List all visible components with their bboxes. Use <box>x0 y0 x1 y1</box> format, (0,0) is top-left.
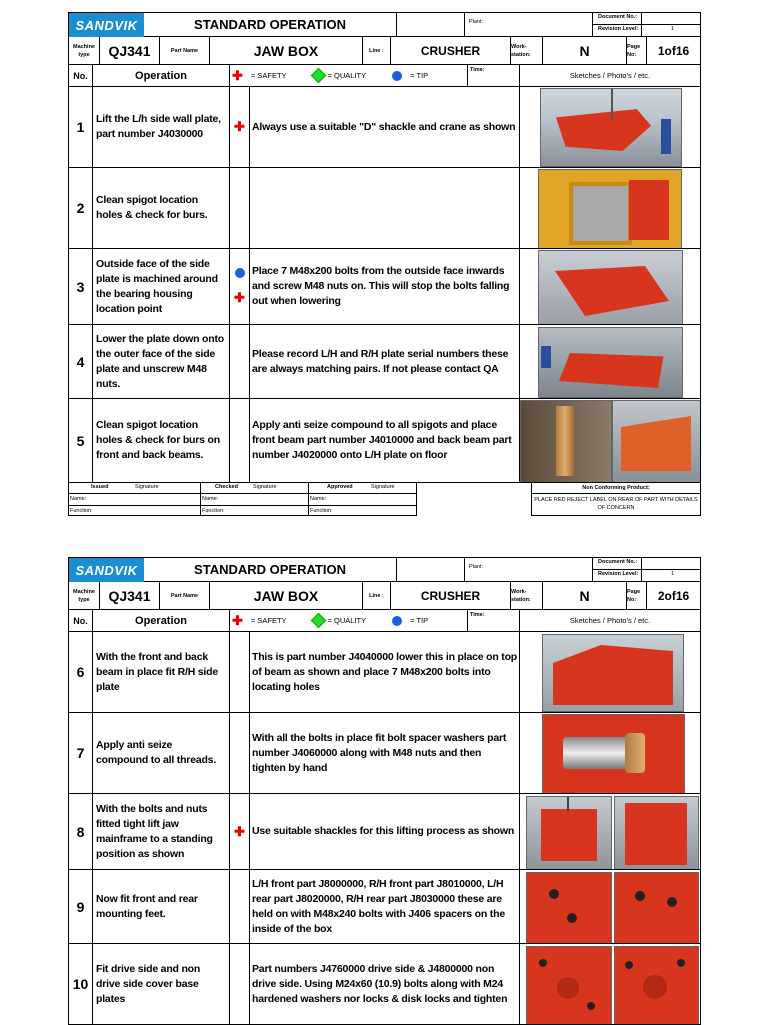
step-number: 3 <box>69 249 93 325</box>
step-symbols <box>230 713 250 794</box>
step-photo-cell <box>520 632 701 713</box>
machine-type-label: Machine type <box>69 582 100 610</box>
safety-icon: ✚ <box>234 289 245 305</box>
revision-label: Revision Level: <box>598 26 639 32</box>
signature-label: Signature <box>371 484 395 490</box>
machine-type: QJ341 <box>100 37 160 65</box>
step-number: 4 <box>69 325 93 399</box>
part-name-label: Part Name <box>160 582 210 610</box>
rear-mounting-foot-photo <box>614 872 699 944</box>
sandvik-logo: SANDVIK <box>69 558 144 582</box>
blank-cell <box>397 13 465 37</box>
safety-icon: ✚ <box>232 612 243 628</box>
step-operation: Outside face of the side plate is machined around the bearing housing location point <box>93 249 230 325</box>
name-label: Name: <box>201 494 308 506</box>
no-column-header: No. <box>69 610 93 632</box>
workstation-label: Work-station: <box>511 582 543 610</box>
step-photo-cell <box>520 325 701 399</box>
step-row <box>69 87 701 168</box>
step-photo-cell <box>520 944 701 1025</box>
sketches-column-header: Sketches / Photo's / etc. <box>520 65 701 87</box>
step-photo-cell <box>520 713 701 794</box>
sketches-column-header: Sketches / Photo's / etc. <box>520 610 701 632</box>
approved-block <box>309 483 417 516</box>
workstation-value: N <box>543 37 627 65</box>
safety-icon: ✚ <box>234 119 245 134</box>
signature-label: Signature <box>253 484 277 490</box>
step-note: Use suitable shackles for this lifting process as shown <box>250 794 520 870</box>
step-note: Please record L/H and R/H plate serial numbers these are always matching pairs. If not please contact QA <box>250 325 520 399</box>
name-label: Name: <box>69 494 200 506</box>
sop-sheet-2 <box>68 557 701 1025</box>
rh-side-plate-photo <box>542 634 684 712</box>
step-note: Always use a suitable "D" shackle and crane as shown <box>250 87 520 168</box>
step-row <box>69 168 701 249</box>
side-wall-plate-photo <box>540 88 682 167</box>
function-label: Function: <box>70 508 93 514</box>
step-note: This is part number J4040000 lower this in place on top of beam as shown and place 7 M48x200 bolts into locating holes <box>250 632 520 713</box>
plant-label: Plant: <box>469 19 484 25</box>
quality-icon <box>310 68 326 84</box>
step-symbols <box>230 632 250 713</box>
step-photo-cell <box>520 87 701 168</box>
issued-label: Issued <box>91 484 109 490</box>
step-symbols <box>230 794 250 870</box>
step-photo-cell <box>520 794 701 870</box>
sandvik-logo: SANDVIK <box>69 13 144 37</box>
step-number: 8 <box>69 794 93 870</box>
step-row <box>69 713 701 794</box>
anti-seize-spigot-photo <box>520 400 612 483</box>
step-note: Place 7 M48x200 bolts from the outside face inwards and screw M48 nuts on. This will stop the bolts falling out when lowering <box>250 249 520 325</box>
plate-lowered-photo <box>538 327 683 398</box>
line-label: Line : <box>363 582 391 610</box>
header-row <box>69 558 701 582</box>
step-row <box>69 632 701 713</box>
machine-type-label: Machine type <box>69 37 100 65</box>
step-symbols <box>230 168 250 249</box>
issued-block <box>69 483 201 516</box>
step-operation: Lift the L/h side wall plate, part number J4030000 <box>93 87 230 168</box>
doc-meta <box>593 13 701 37</box>
quality-legend-label: = QUALITY <box>327 71 367 80</box>
step-note: With all the bolts in place fit bolt spacer washers part number J4060000 along with M48 nuts and then tighten by hand <box>250 713 520 794</box>
doc-meta <box>593 558 701 582</box>
revision-label: Revision Level: <box>598 571 639 577</box>
function-label: Function: <box>310 508 333 514</box>
ncp-block <box>532 483 701 516</box>
function-label: Function: <box>202 508 225 514</box>
step-note: Apply anti seize compound to all spigots and place front beam part number J4010000 and back beam part number J4020000 onto L/H plate on floor <box>250 399 520 483</box>
header-row-2 <box>69 582 701 610</box>
step-row <box>69 249 701 325</box>
quality-icon <box>310 613 326 629</box>
header-row <box>69 13 701 37</box>
step-operation: Clean spigot location holes & check for burs on front and back beams. <box>93 399 230 483</box>
column-header-row <box>69 610 701 632</box>
page-label: Page No: <box>627 582 647 610</box>
part-name: JAW BOX <box>210 37 363 65</box>
safety-legend-label: = SAFETY <box>250 71 287 80</box>
step-symbols <box>230 87 250 168</box>
step-note: Part numbers J4760000 drive side & J4800000 non drive side. Using M24x60 (10.9) bolts along with M24 hardened washers nor locks & disk locks and tighten <box>250 944 520 1025</box>
tip-icon <box>235 268 245 278</box>
step-row <box>69 944 701 1025</box>
step-row <box>69 399 701 483</box>
tip-icon <box>392 71 402 81</box>
step-symbols <box>230 944 250 1025</box>
page-label: Page No: <box>627 37 647 65</box>
step-operation: Apply anti seize compound to all threads. <box>93 713 230 794</box>
step-note: L/H front part J8000000, R/H front part J8010000, L/H rear part J8020000, R/H rear part J8030000 these are held on with M48x240 bolts with J406 spacers on the inside of the box <box>250 870 520 944</box>
line-label: Line : <box>363 37 391 65</box>
ncp-text: PLACE RED REJECT LABEL ON REAR OF PART WITH DETAILS OF CONCERN <box>534 497 698 511</box>
machine-type: QJ341 <box>100 582 160 610</box>
standing-mainframe-photo <box>614 796 699 870</box>
line-value: CRUSHER <box>391 37 511 65</box>
tip-legend-label: = TIP <box>410 616 429 625</box>
step-number: 10 <box>69 944 93 1025</box>
plant-field <box>465 13 593 37</box>
time-label: Time: <box>467 65 520 87</box>
step-operation: Now fit front and rear mounting feet. <box>93 870 230 944</box>
step-operation: Clean spigot location holes & check for burs. <box>93 168 230 249</box>
approved-label: Approved <box>327 484 353 490</box>
tip-icon <box>392 616 402 626</box>
checked-label: Checked <box>215 484 238 490</box>
step-symbols <box>230 399 250 483</box>
doc-no-label: Document No.: <box>598 14 638 20</box>
step-number: 2 <box>69 168 93 249</box>
step-operation: With the bolts and nuts fitted tight lift jaw mainframe to a standing position as shown <box>93 794 230 870</box>
front-mounting-foot-photo <box>526 872 612 944</box>
plant-field <box>465 558 593 582</box>
line-value: CRUSHER <box>391 582 511 610</box>
no-column-header: No. <box>69 65 93 87</box>
step-photo-cell <box>520 168 701 249</box>
checked-block <box>201 483 309 516</box>
safety-icon: ✚ <box>232 67 243 83</box>
step-number: 9 <box>69 870 93 944</box>
step-row <box>69 325 701 399</box>
ncp-label: Non Conforming Product: <box>532 483 700 494</box>
step-number: 5 <box>69 399 93 483</box>
step-row <box>69 870 701 944</box>
step-symbols <box>230 870 250 944</box>
doc-no-label: Document No.: <box>598 559 638 565</box>
step-number: 1 <box>69 87 93 168</box>
footer <box>69 483 701 516</box>
step-photo-cell <box>520 399 701 483</box>
name-label: Name: <box>309 494 416 506</box>
step-row <box>69 794 701 870</box>
lift-mainframe-photo <box>526 796 612 870</box>
step-operation: With the front and back beam in place fit R/H side plate <box>93 632 230 713</box>
time-label: Time: <box>467 610 520 632</box>
page-number: 1of16 <box>647 37 701 65</box>
revision-value: 1 <box>671 26 675 32</box>
operation-column-header: Operation <box>93 610 230 632</box>
quality-legend-label: = QUALITY <box>327 616 367 625</box>
operation-column-header: Operation <box>93 65 230 87</box>
plant-label: Plant: <box>469 564 484 570</box>
signature-label: Signature <box>135 484 159 490</box>
blank-cell <box>397 558 465 582</box>
part-name: JAW BOX <box>210 582 363 610</box>
doc-title: STANDARD OPERATION <box>144 13 397 37</box>
step-operation: Fit drive side and non drive side cover base plates <box>93 944 230 1025</box>
safety-icon: ✚ <box>234 823 245 839</box>
step-photo-cell <box>520 870 701 944</box>
blank-footer-cell <box>417 483 532 516</box>
step-number: 6 <box>69 632 93 713</box>
step-number: 7 <box>69 713 93 794</box>
column-header-row <box>69 65 701 87</box>
bolts-placement-photo <box>538 250 683 325</box>
step-photo-cell <box>520 249 701 325</box>
safety-legend-label: = SAFETY <box>250 616 287 625</box>
part-name-label: Part Name <box>160 37 210 65</box>
tip-legend-label: = TIP <box>410 71 429 80</box>
doc-title: STANDARD OPERATION <box>144 558 397 582</box>
header-row-2 <box>69 37 701 65</box>
page-number: 2of16 <box>647 582 701 610</box>
workstation-value: N <box>543 582 627 610</box>
non-drive-side-plate-photo <box>614 946 699 1025</box>
step-symbols <box>230 249 250 325</box>
beams-on-plate-photo <box>612 400 701 483</box>
step-note <box>250 168 520 249</box>
spigot-location-photo <box>538 169 682 249</box>
step-operation: Lower the plate down onto the outer face of the side plate and unscrew M48 nuts. <box>93 325 230 399</box>
revision-value: 1 <box>671 571 675 577</box>
workstation-label: Work-station: <box>511 37 543 65</box>
step-symbols <box>230 325 250 399</box>
sop-sheet-1 <box>68 12 701 516</box>
spacer-washer-photo <box>542 714 685 794</box>
drive-side-plate-photo <box>526 946 612 1025</box>
